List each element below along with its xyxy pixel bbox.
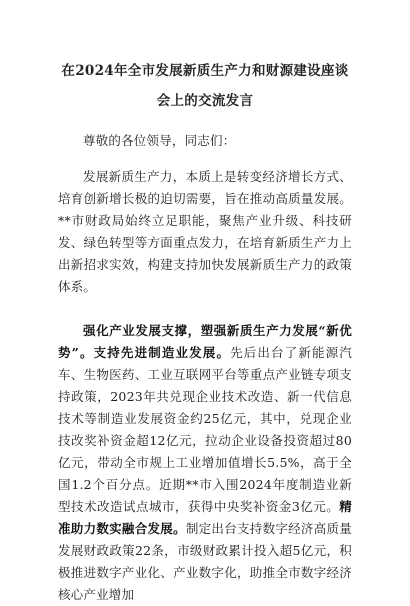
subsection-text-manufacturing: 先后出台了新能源汽车、生物医药、工业互联网平台等重点产业链专项支持政策，2023年共兑现企业技术改造、新一代信息技术等制造业发展资金约25亿元，其中，兑现企业技改奖补资金超12亿元，拉动企业设备投资超过80亿元，带动全市规上工业增加值增长5.5%，高于全国1.2个百分点。近期**市入围2024年度制造业新型技术改造试点城市，获得中央奖补资金3亿元。 (58, 345, 352, 514)
paragraph-industry-support (58, 320, 352, 606)
subsection-text-digital: 制定出台支持数字经济高质量发展财政政策22条，市级财政累计投入超5亿元，积极推进数字产业化、产业数字化，助推全市数字经济核心产业增加 (58, 521, 352, 602)
paragraph-intro: 发展新质生产力，本质上是转变经济增长方式、培育创新增长极的迫切需要，旨在推动高质量发展。**市财政局始终立足职能，聚焦产业升级、科技研发、绿色转型等方面重点发力，在培育新质生产力上出新招求实效，构建支持加快发展新质生产力的政策体系。 (58, 169, 352, 294)
document-title: 在2024年全市发展新质生产力和财源建设座谈会上的交流发言 (61, 63, 349, 109)
section-heading: 强化产业发展支撑，塑强新质生产力发展“新优势”。 (58, 323, 352, 360)
subsection-heading-manufacturing: 支持先进制造业发展。 (93, 345, 231, 360)
subsection-heading-digital: 精准助力数实融合发展。 (58, 499, 352, 536)
salutation: 尊敬的各位领导，同志们： (83, 133, 236, 148)
